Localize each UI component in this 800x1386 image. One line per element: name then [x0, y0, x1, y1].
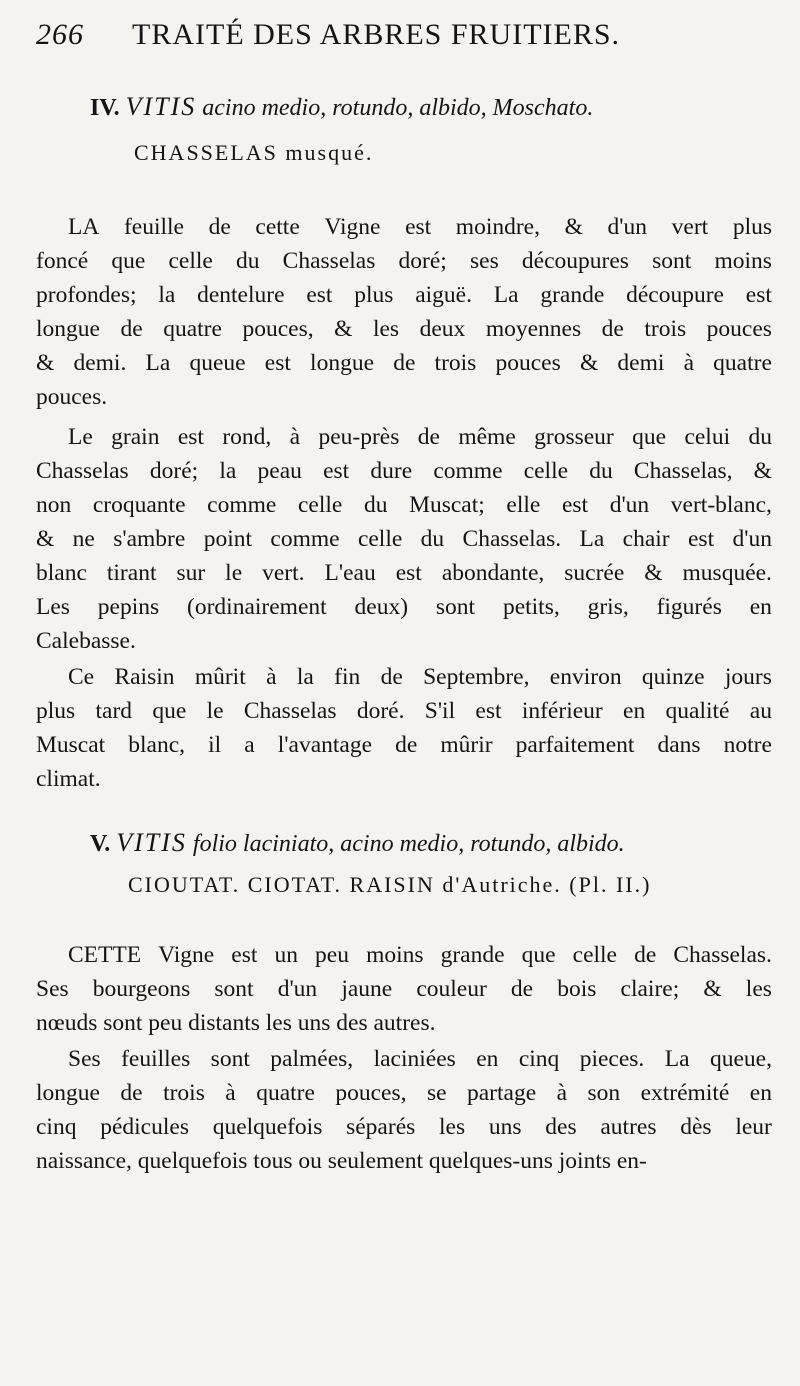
entry-heading: [90, 828, 625, 858]
text-line: nœuds sont peu distants les uns des autres.: [36, 1010, 436, 1036]
text-line: Ce Raisin mûrit à la fin de Septembre, environ quinze jours: [68, 664, 772, 690]
text-line: cinq pédicules quelquefois séparés les uns des autres dès leur: [36, 1114, 772, 1140]
latin-description: acino medio, rotundo, albido, Moschato.: [202, 95, 594, 121]
entry-heading: [90, 92, 593, 122]
latin-genus: VITIS: [116, 828, 187, 857]
text-line: Ses feuilles sont palmées, laciniées en cinq pieces. La queue,: [68, 1046, 772, 1072]
latin-description: folio laciniato, acino medio, rotundo, albido.: [192, 831, 625, 857]
text-line: LA feuille de cette Vigne est moindre, & d'un vert plus: [68, 214, 772, 240]
text-line: blanc tirant sur le vert. L'eau est abondante, sucrée & musquée.: [36, 560, 772, 586]
text-line: longue de quatre pouces, & les deux moyennes de trois pouces: [36, 316, 772, 342]
text-line: Ses bourgeons sont d'un jaune couleur de bois claire; & les: [36, 976, 772, 1002]
running-head: [36, 18, 676, 62]
text-line: Le grain est rond, à peu-près de même grosseur que celui du: [68, 424, 772, 450]
text-line: pouces.: [36, 384, 108, 410]
text-line: & ne s'ambre point comme celle du Chasselas. La chair est d'un: [36, 526, 772, 552]
text-line: Calebasse.: [36, 628, 136, 654]
text-line: Les pepins (ordinairement deux) sont petits, gris, figurés en: [36, 594, 772, 620]
latin-genus: VITIS: [125, 92, 197, 121]
text-line: Muscat blanc, il a l'avantage de mûrir parfaitement dans notre: [36, 732, 772, 758]
page-number: 266: [36, 18, 84, 51]
running-title: TRAITÉ DES ARBRES FRUITIERS.: [132, 18, 621, 51]
entry-number: V.: [90, 831, 111, 857]
text-line: climat.: [36, 766, 101, 792]
text-line: longue de trois à quatre pouces, se partage à son extrémité en: [36, 1080, 772, 1106]
text-line: Chasselas doré; la peau est dure comme celle du Chasselas, &: [36, 458, 772, 484]
text-line: CETTE Vigne est un peu moins grande que celle de Chasselas.: [68, 942, 772, 968]
text-line: foncé que celle du Chasselas doré; ses découpures sont moins: [36, 248, 772, 274]
entry-number: IV.: [90, 95, 120, 121]
text-line: profondes; la dentelure est plus aiguë. La grande découpure est: [36, 282, 772, 308]
text-line: non croquante comme celle du Muscat; elle est d'un vert-blanc,: [36, 492, 772, 518]
text-line: plus tard que le Chasselas doré. S'il est inférieur en qualité au: [36, 698, 772, 724]
text-line: & demi. La queue est longue de trois pouces & demi à quatre: [36, 350, 772, 376]
text-line: naissance, quelquefois tous ou seulement quelques-uns joints en-: [36, 1148, 647, 1174]
variety-name: CHASSELAS musqué.: [134, 140, 374, 165]
variety-name: CIOUTAT. CIOTAT. RAISIN d'Autriche. (Pl. II.): [128, 872, 652, 897]
